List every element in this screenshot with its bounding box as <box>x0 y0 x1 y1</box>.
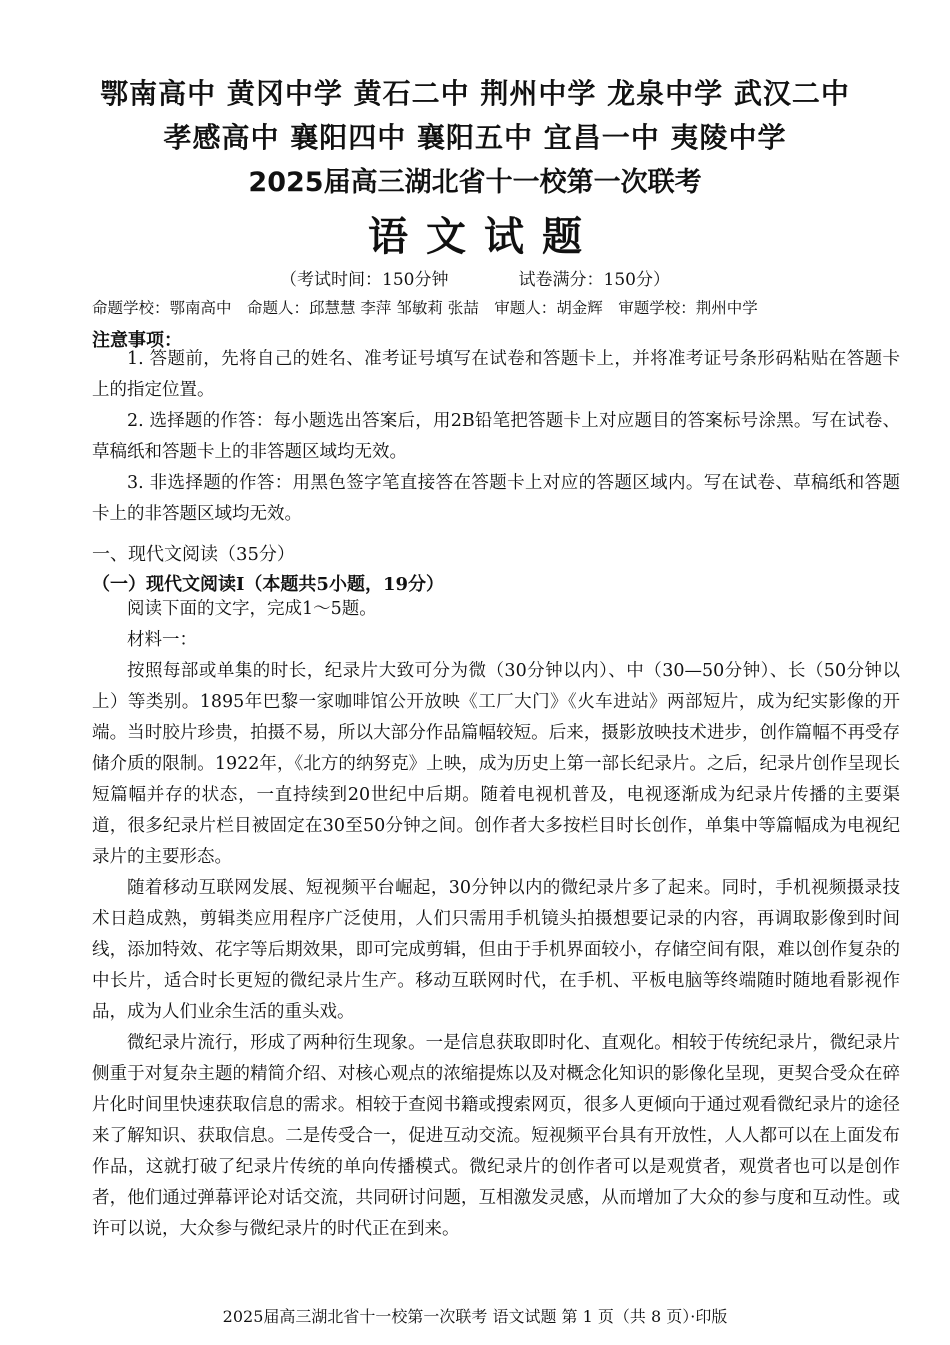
sub-section-title: （一）现代文阅读Ⅰ（本题共5小题，19分） <box>92 574 444 595</box>
instruction: 阅读下面的文字，完成1～5题。 <box>127 599 377 619</box>
notice-item-3: 3. 非选择题的作答：用黑色签字笔直接答在答题卡上对应的答题区域内。写在试卷、草稿纸和答题卡上的非答题区域均无效。 <box>92 473 900 524</box>
paragraph-2: 随着移动互联网发展、短视频平台崛起，30分钟以内的微纪录片多了起来。同时，手机视频摄录技术日趋成熟，剪辑类应用程序广泛使用，人们只需用手机镜头拍摄想要记录的内容，再调取影像到时间线，添加特效、花字等后期效果，即可完成剪辑，但由于手机界面较小，存储空间有限，难以创作复杂的中长片，适合时长更短的微纪录片生产。移动互联网时代，在手机、平板电脑等终端随时随地看影视作品，成为人们业余生活的重头戏。 <box>92 878 900 1022</box>
notice-item-1: 1. 答题前，先将自己的姓名、准考证号填写在试卷和答题卡上，并将准考证号条形码粘贴在答题卡上的指定位置。 <box>92 349 900 400</box>
notice-list <box>92 344 900 530</box>
notice-item-2: 2. 选择题的作答：每小题选出答案后，用2B铅笔把答题卡上对应题目的答案标号涂黑。写在试卷、草稿纸和答题卡上的非答题区域均无效。 <box>92 411 900 462</box>
exam-title: 2025届高三湖北省十一校第一次联考 <box>248 167 702 198</box>
part-title: 一、现代文阅读（35分） <box>92 544 295 565</box>
schools-line-1: 鄂南高中 黄冈中学 黄石二中 荆州中学 龙泉中学 武汉二中 <box>100 77 850 110</box>
page-footer: 2025届高三湖北省十一校第一次联考 语文试题 第 1 页（共 8 页）·印版 <box>222 1307 728 1326</box>
paragraph-3: 微纪录片流行，形成了两种衍生现象。一是信息获取即时化、直观化。相较于传统纪录片，微纪录片侧重于对复杂主题的精简介绍、对核心观点的浓缩提炼以及对概念化知识的影像化呈现，更契合受众在碎片化时间里快速获取信息的需求。相较于查阅书籍或搜索网页，很多人更倾向于通过观看微纪录片的途径来了解知识、获取信息。二是传受合一，促进互动交流。短视频平台具有开放性，人人都可以在上面发布作品，这就打破了纪录片传统的单向传播模式。微纪录片的创作者可以是观赏者，观赏者也可以是创作者，他们通过弹幕评论对话交流，共同研讨问题，互相激发灵感，从而增加了大众的参与度和互动性。或许可以说，大众参与微纪录片的时代正在到来。 <box>92 1033 900 1239</box>
subject-title: 语文试题 <box>368 213 600 260</box>
material-label: 材料一： <box>127 630 197 650</box>
exam-time: （考试时间：150分钟 <box>280 270 449 290</box>
full-score: 试卷满分：150分） <box>518 270 670 290</box>
reading-body <box>92 594 900 1245</box>
exam-meta <box>0 265 950 290</box>
notice-title: 注意事项： <box>92 330 182 351</box>
paragraph-1: 按照每部或单集的时长，纪录片大致可分为微（30分钟以内）、中（30—50分钟）、长（50分钟以上）等类别。1895年巴黎一家咖啡馆公开放映《工厂大门》《火车进站》两部短片，成为纪实影像的开端。当时胶片珍贵，拍摄不易，所以大部分作品篇幅较短。后来，摄影放映技术进步，创作篇幅不再受存储介质的限制。1922年，《北方的纳努克》上映，成为历史上第一部长纪录片。之后，纪录片创作呈现长短篇幅并存的状态，一直持续到20世纪中后期。随着电视机普及，电视逐渐成为纪录片传播的主要渠道，很多纪录片栏目被固定在30至50分钟之间。创作者大多按栏目时长创作，单集中等篇幅成为电视纪录片的主要形态。 <box>92 661 900 867</box>
credits-line: 命题学校：鄂南高中 命题人：邱慧慧 李萍 邹敏莉 张喆 审题人：胡金辉 审题学校：荆州中学 <box>92 299 758 317</box>
schools-line-2: 孝感高中 襄阳四中 襄阳五中 宜昌一中 夷陵中学 <box>163 121 787 154</box>
